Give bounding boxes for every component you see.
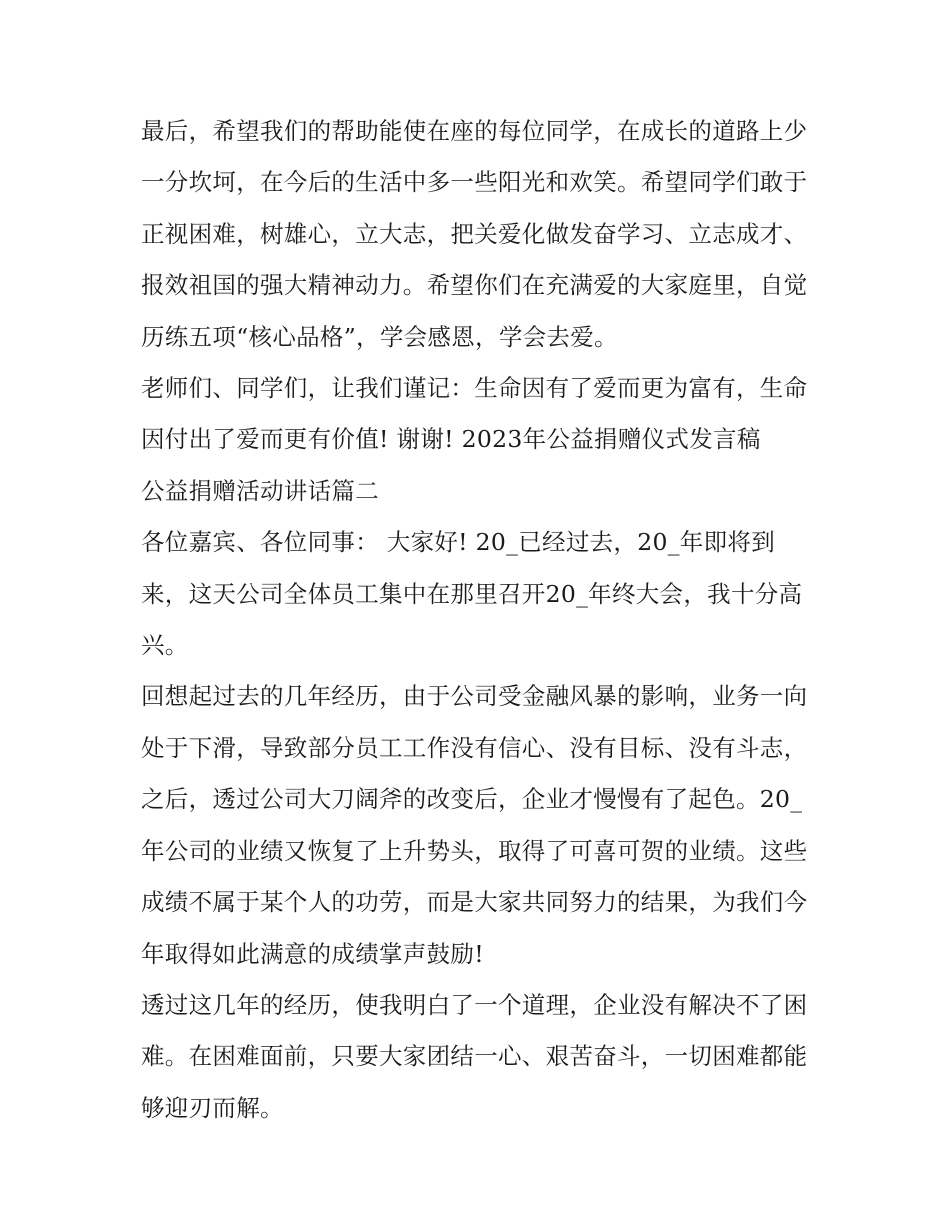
- paragraph-closing-hope: 最后，希望我们的帮助能使在座的每位同学，在成长的道路上少一分坎坷，在今后的生活中多一些阳光和欢笑。希望同学们敢于正视困难，树雄心，立大志，把关爱化做发奋学习、立志成才、报效祖国的强大精神动力。希望你们在充满爱的大家庭里，自觉历练五项“核心品格”，学会感恩，学会去爱。: [141, 117, 808, 351]
- paragraph-lesson: 透过这几年的经历，使我明白了一个道理，企业没有解决不了困难。在困难面前，只要大家团结一心、艰苦奋斗，一切困难都能够迎刃而解。: [141, 990, 808, 1122]
- paragraph-greeting: 各位嘉宾、各位同事： 大家好! 20_已经过去，20_年即将到来，这天公司全体员工集中在那里召开20_年终大会，我十分高兴。: [141, 528, 803, 660]
- paragraph-review: 回想起过去的几年经历，由于公司受金融风暴的影响，业务一向处于下滑，导致部分员工工作没有信心、没有目标、没有斗志，之后，透过公司大刀阔斧的改变后，企业才慢慢有了起色。20_年公司的业绩又恢复了上升势头，取得了可喜可贺的业绩。这些成绩不属于某个人的功劳，而是大家共同努力的结果，为我们今年取得如此满意的成绩掌声鼓励!: [141, 682, 808, 968]
- document-page: [141, 106, 811, 1134]
- section-heading: 公益捐赠活动讲话篇二: [141, 476, 379, 505]
- paragraph-thanks: 老师们、同学们，让我们谨记：生命因有了爱而更为富有，生命因付出了爱而更有价值! 谢谢! 2023年公益捐赠仪式发言稿: [141, 374, 808, 454]
